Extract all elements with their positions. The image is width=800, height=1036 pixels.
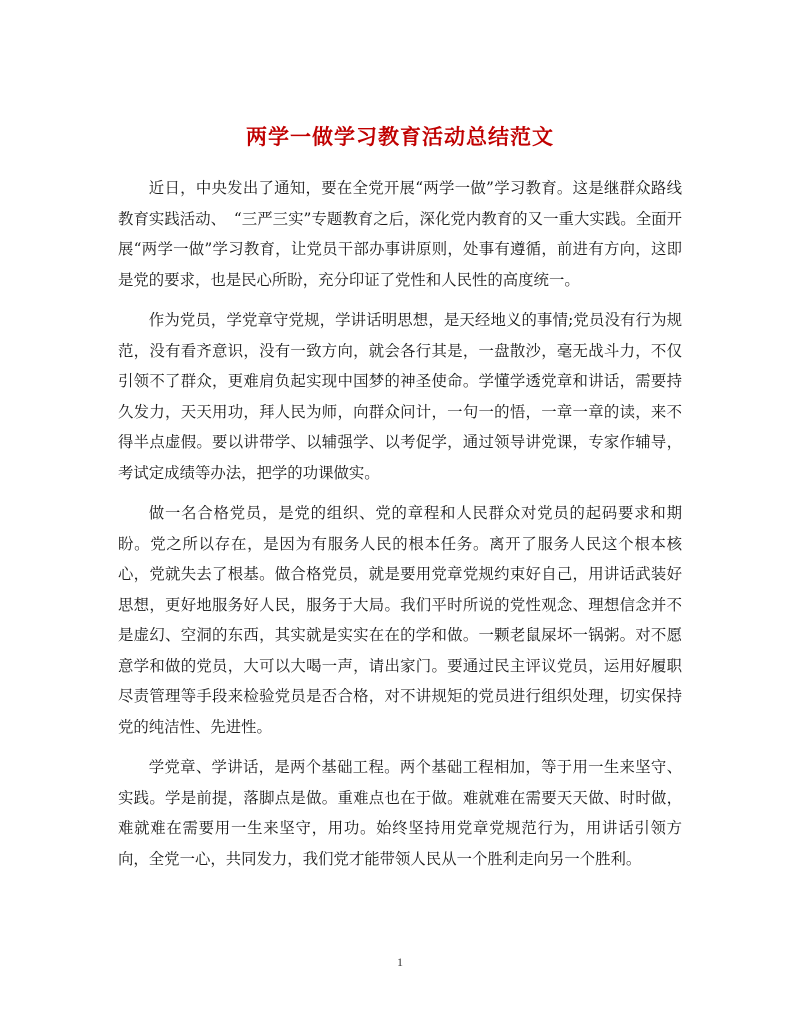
page-number: 1 <box>397 955 403 969</box>
document-body <box>118 173 682 884</box>
paragraph-4: 学党章、学讲话，是两个基础工程。两个基础工程相加，等于用一生来坚守、实践。学是前提，落脚点是做。重难点也在于做。难就难在需要天天做、时时做，难就难在需要用一生来坚守，用功。始终坚持用党章党规范行为，用讲话引领方向，全党一心，共同发力，我们党才能带领人民从一个胜利走向另一个胜利。 <box>118 758 682 868</box>
paragraph-1: 近日，中央发出了通知，要在全党开展“两学一做”学习教育。这是继群众路线教育实践活动、 “三严三实”专题教育之后，深化党内教育的又一重大实践。全面开展“两学一做”学习教育，让党员干部办事讲原则，处事有遵循，前进有方向，这即是党的要求，也是民心所盼，充分印证了党性和人民性的高度统一。 <box>118 179 682 289</box>
paragraph-2: 作为党员，学党章守党规，学讲话明思想，是天经地义的事情;党员没有行为规范，没有看齐意识，没有一致方向，就会各行其是，一盘散沙，毫无战斗力，不仅引领不了群众，更难肩负起实现中国梦的神圣使命。学懂学透党章和讲话，需要持久发力，天天用功，拜人民为师，向群众问计，一句一的悟，一章一章的读，来不得半点虚假。要以讲带学、以辅强学、以考促学，通过领导讲党课，专家作辅导，考试定成绩等办法，把学的功课做实。 <box>118 311 682 482</box>
document-title: 两学一做学习教育活动总结范文 <box>246 124 554 150</box>
paragraph-3: 做一名合格党员，是党的组织、党的章程和人民群众对党员的起码要求和期盼。党之所以存在，是因为有服务人民的根本任务。离开了服务人民这个根本核心，党就失去了根基。做合格党员，就是要用党章党规约束好自己，用讲话武装好思想，更好地服务好人民，服务于大局。我们平时所说的党性观念、理想信念并不是虚幻、空洞的东西，其实就是实实在在的学和做。一颗老鼠屎坏一锅粥。对不愿意学和做的党员，大可以大喝一声，请出家门。要通过民主评议党员，运用好履职尽责管理等手段来检验党员是否合格，对不讲规矩的党员进行组织处理，切实保持党的纯洁性、先进性。 <box>118 504 682 736</box>
